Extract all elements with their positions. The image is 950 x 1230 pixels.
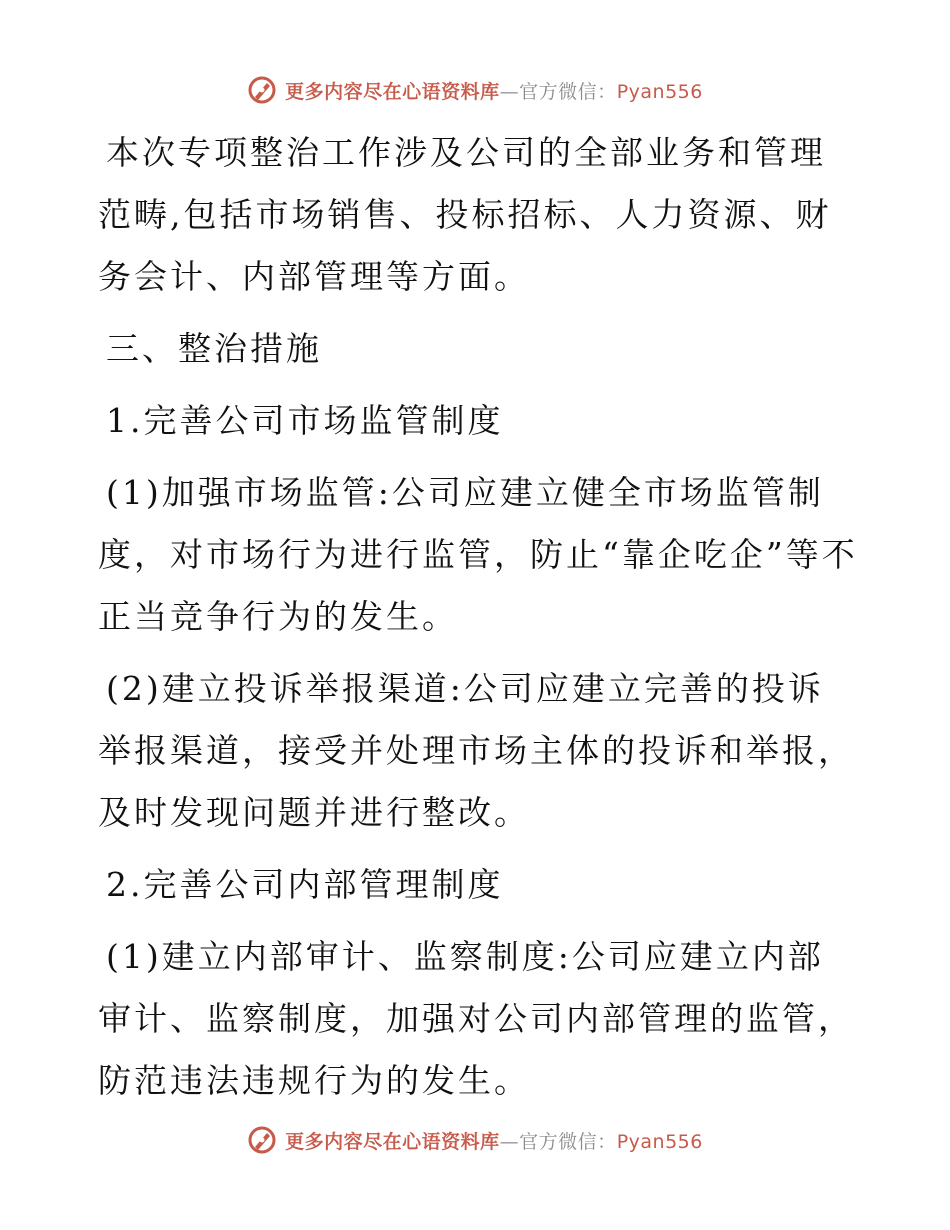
watermark-id-text: Pyan556 [616,80,703,103]
watermark-id-text: Pyan556 [616,1130,703,1153]
pen-logo-icon [247,1125,277,1155]
document-body [98,122,858,1122]
paragraph-complaint-channel: (2)建立投诉举报渠道:公司应建立完善的投诉举报渠道，接受并处理市场主体的投诉和举报，及时发现问题并进行整改。 [98,669,854,832]
watermark-dash: — [499,80,520,103]
paragraph-internal-audit: (1)建立内部审计、监察制度:公司应建立内部审计、监察制度，加强对公司内部管理的监管，防范违法违规行为的发生。 [98,937,854,1100]
section-heading-measures: 三、整治措施 [106,329,322,368]
pen-logo-icon [247,75,277,105]
header-watermark [0,72,950,108]
footer-watermark [0,1122,950,1158]
subheading-internal-management: 2.完善公司内部管理制度 [106,865,504,904]
watermark-main-text: 更多内容尽在心语资料库 [285,1130,500,1153]
watermark-sub-text: 官方微信： [519,80,617,103]
subheading-market-supervision: 1.完善公司市场监管制度 [106,401,504,440]
watermark-dash: — [499,1130,520,1153]
paragraph-strengthen-supervision: (1)加强市场监管:公司应建立健全市场监管制度，对市场行为进行监管，防止“靠企吃企”等不正当竞争行为的发生。 [98,473,858,636]
watermark-sub-text: 官方微信： [519,1130,617,1153]
watermark-main-text: 更多内容尽在心语资料库 [285,80,500,103]
paragraph-scope: 本次专项整治工作涉及公司的全部业务和管理范畴,包括市场销售、投标招标、人力资源、财务会计、内部管理等方面。 [98,133,832,296]
